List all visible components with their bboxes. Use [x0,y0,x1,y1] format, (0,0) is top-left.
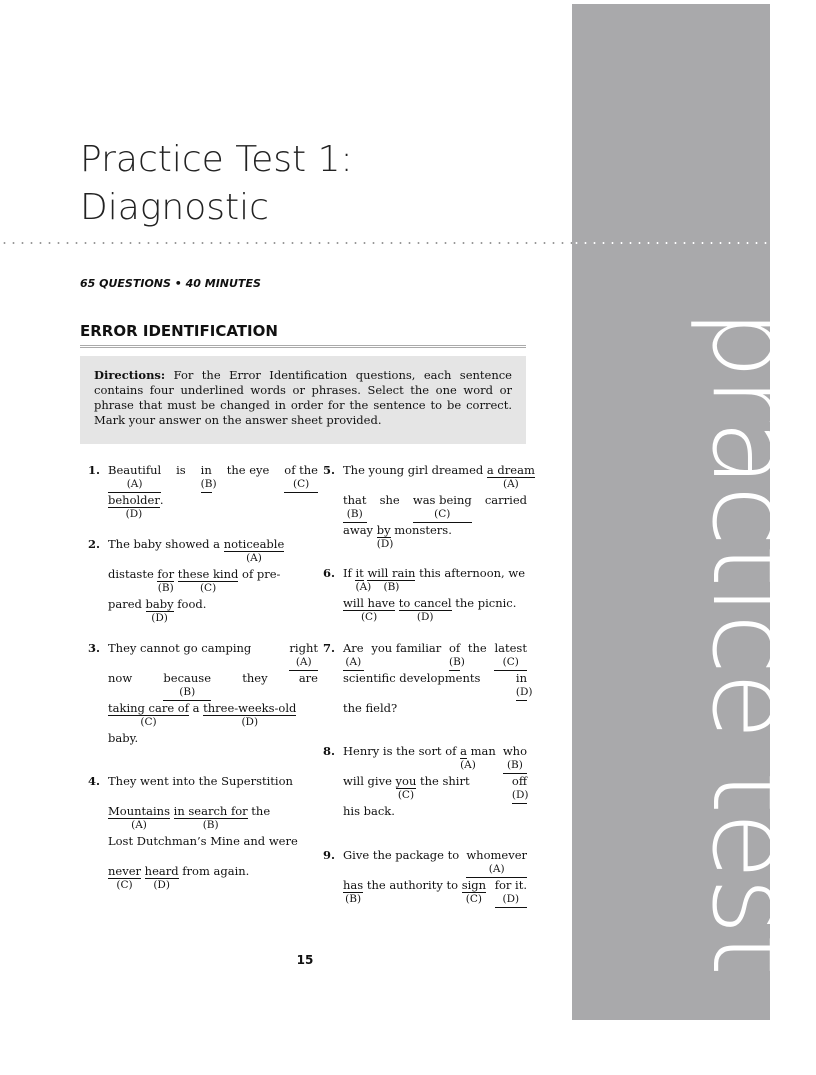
question-5: 5. The young girl dreamed a dream (A) that (B) she was being (C) carried away by (D) monsters. [323,463,535,550]
option-d: by (D) [376,523,394,550]
option-a: Beautiful (A) [108,463,161,493]
chapter-sidebar [572,4,816,1075]
dotted-divider [0,242,572,244]
option-c: latest (C) [494,641,526,671]
option-c: these kind (C) [177,567,239,594]
question-number: 2. [88,537,101,551]
option-b: because (B) [163,671,211,701]
option-c: was being (C) [413,493,472,523]
directions-label: Directions: [94,368,166,382]
option-d: off (D) [512,774,527,804]
directions-box [80,356,526,444]
question-9: 9. Give the package to whomever (A) has (B) the authority to sign (C) for it. (D) [343,848,527,908]
option-d: heard (D) [144,864,179,891]
sidebar-chapter-label: practice test 1 [688,309,816,1075]
question-1: 1. Beautiful (A) is in (B) the eye of the (C) beholder (D) . [88,463,318,520]
option-d: beholder (D) [108,493,160,520]
title-line-2: Diagnostic [80,187,269,228]
question-number: 8. [323,744,336,758]
question-number: 5. [323,463,336,477]
question-6: 6. If it (A) will rain (B) this afternoon, we will have (C) to cancel (D) the picnic. [323,566,525,623]
option-a: whomever (A) [466,848,527,878]
test-meta: 65 QUESTIONS • 40 MINUTES [80,277,261,290]
option-a: it (A) [355,566,372,593]
option-b: for (B) [157,567,175,594]
option-a: a dream (A) [486,463,535,490]
option-b: that (B) [343,493,367,523]
question-2: 2. The baby showed a noticeable (A) distaste for (B) these kind (C) of pre- pared baby (D) food. [88,537,285,624]
option-c: never (C) [108,864,142,891]
option-a: noticeable (A) [223,537,285,564]
directions-text: For the Error Identification questions, each sentence contains four underlined words or phrases. Select the one word or phrase that must be changed in order for the sentence to be correct. Mark your answer on the answer sheet provided. [94,368,512,427]
question-number: 3. [88,641,101,655]
question-number: 9. [323,848,336,862]
option-c: taking care of (C) [108,701,189,728]
question-number: 4. [88,774,101,788]
question-number: 6. [323,566,336,580]
dotted-divider-sidebar [572,242,770,244]
option-a: Are (A) [343,641,364,671]
option-b: in search for (B) [173,804,248,831]
option-d: to cancel (D) [398,596,452,623]
option-b: of (B) [449,641,460,671]
question-number: 7. [323,641,336,655]
option-b: has (B) [343,878,364,905]
option-c: sign (C) [461,878,487,905]
option-d: in (D) [516,671,527,701]
option-a: Mountains (A) [108,804,170,831]
option-c: you (C) [395,774,417,801]
question-7: 7. Are (A) you familiar of (B) the latest (C) scientific developments in (D) the field? [323,641,533,715]
option-a: right (A) [289,641,318,671]
page-title [80,136,353,232]
question-4: 4. They went into the Superstition Mountains (A) in search for (B) the Lost Dutchman’s Mine and were never (C) heard (D) from again. [88,774,298,891]
title-line-1: Practice Test 1: [80,139,353,180]
option-a: a (A) [460,744,476,771]
section-heading: ERROR IDENTIFICATION [80,322,526,348]
option-b: who (B) [503,744,527,774]
option-b: will rain (B) [367,566,416,593]
question-3: 3. They cannot go camping right (A) now because (B) they are taking care of (C) a three-weeks-old (D) baby. [88,641,318,745]
option-b: in (B) [201,463,212,493]
option-d: for it. (D) [495,878,527,908]
option-c: of the (C) [284,463,318,493]
page-number: 15 [296,953,314,967]
option-d: three-weeks-old (D) [203,701,297,728]
question-number: 1. [88,463,101,477]
question-8: 8. Henry is the sort of a (A) man who (B) will give you (C) the shirt off (D) his back. [323,744,529,818]
option-c: will have (C) [343,596,396,623]
option-d: baby (D) [145,597,174,624]
